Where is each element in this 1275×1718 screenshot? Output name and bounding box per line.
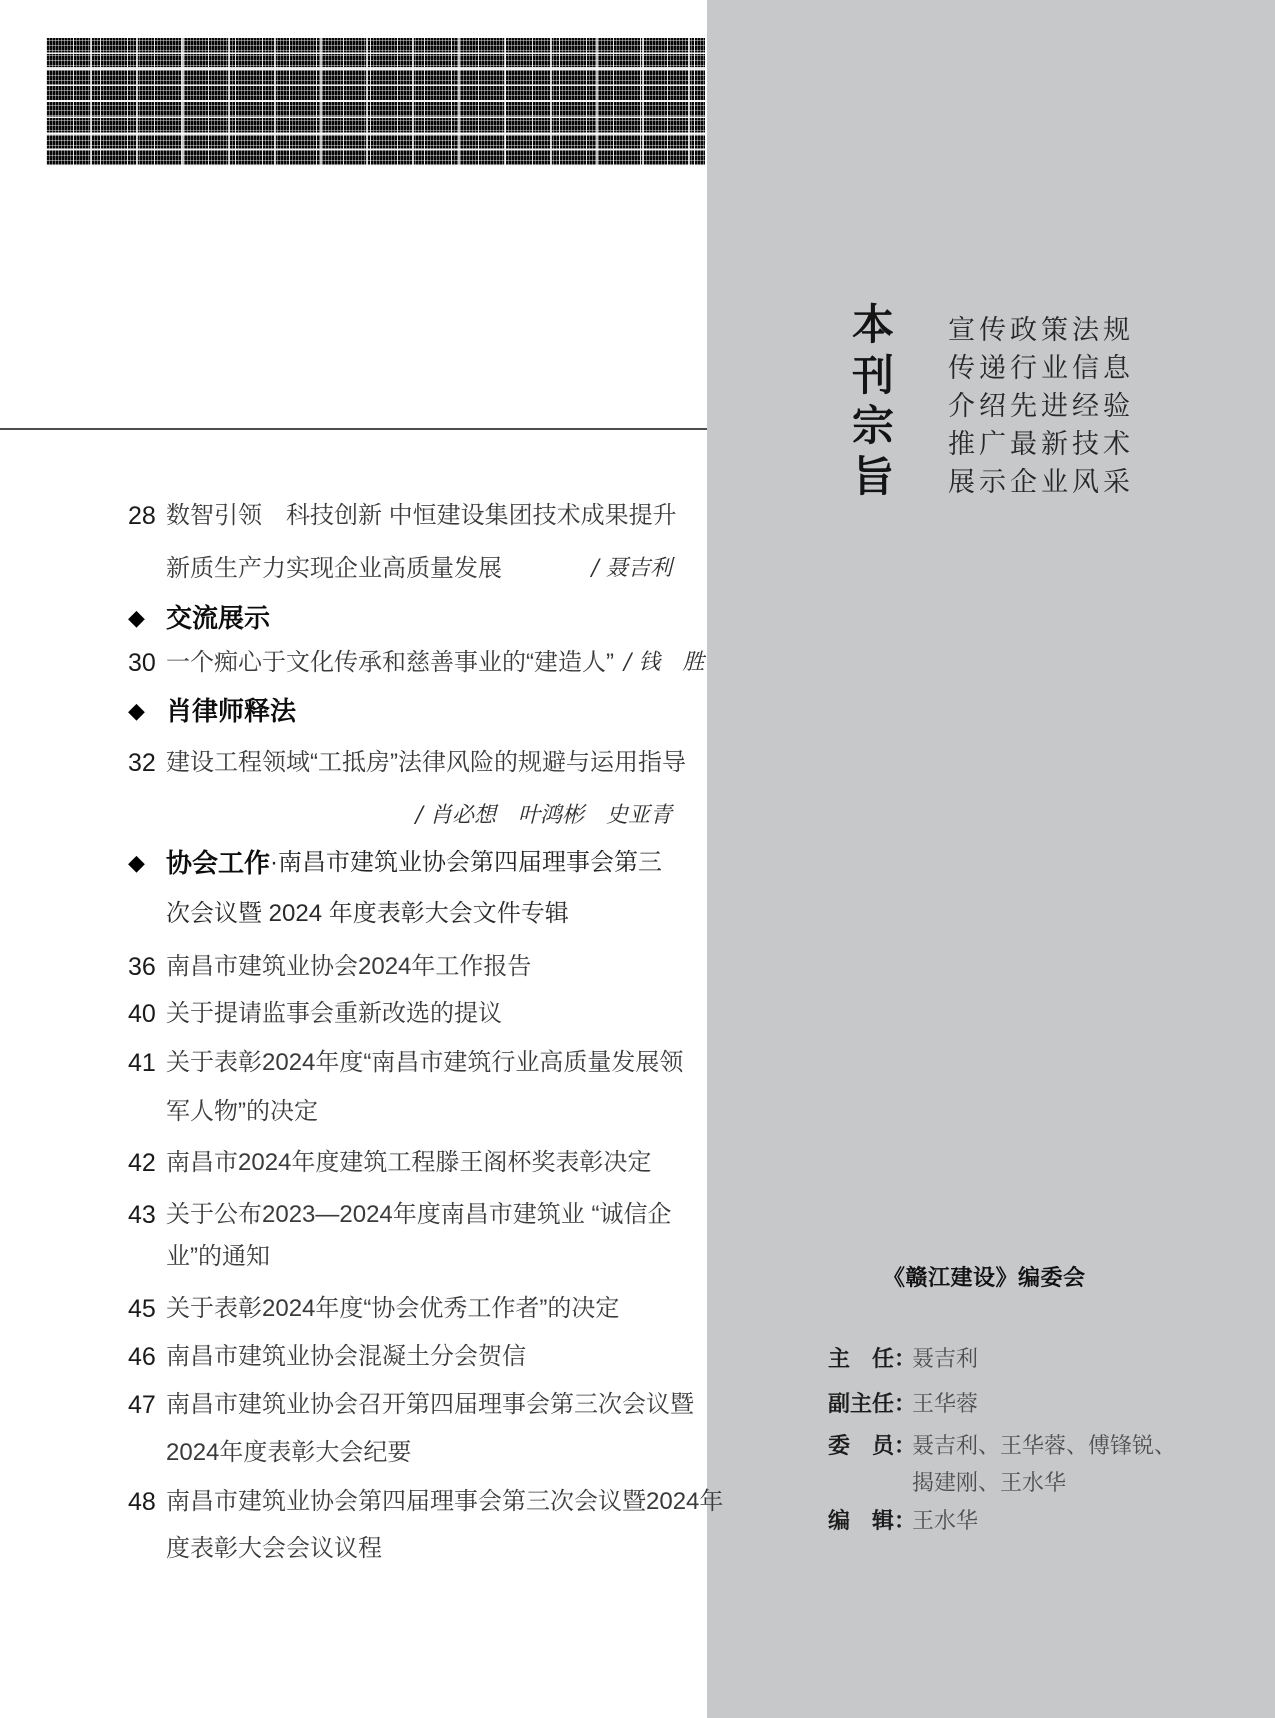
toc-entry [128,744,686,782]
toc-entry [128,948,672,986]
toc-entry-title: 军人物”的决定 [166,1098,318,1125]
diamond-icon: ◆ [128,605,145,630]
editorial-label: 委 员： [828,1433,917,1458]
toc-entry-title: 南昌市2024年度建筑工程滕王阁杯奖表彰决定 [166,1149,652,1176]
toc-section-header [128,599,672,637]
toc-author-credit: / 肖必想 叶鸿彬 史亚青 [415,803,672,828]
toc-entry-title: 南昌市建筑业协会2024年工作报告 [166,953,532,980]
toc-entry-title: 数智引领 科技创新 中恒建设集团技术成果提升 [166,502,677,529]
toc-entry [128,995,672,1033]
toc-section-label: 协会工作 [166,848,271,878]
toc-section-header [128,844,672,882]
editorial-members-line1: 聂吉利、王华蓉、傅锋锐、 [912,1433,1177,1458]
editorial-board-title: 《赣江建设》编委会 [883,1265,1086,1290]
toc-entry [128,1483,724,1521]
toc-entry [128,1386,694,1424]
toc-page-number: 30 [128,649,156,677]
toc-entry-title: 建设工程领域“工抵房”法律风险的规避与运用指导 [166,749,686,776]
toc-page-number: 36 [128,953,156,981]
toc-entry [128,1196,672,1234]
diamond-icon: ◆ [128,698,145,723]
toc-entry-continuation [128,1434,672,1472]
toc-entry-continuation [128,550,672,588]
toc-page-number: 28 [128,502,156,530]
toc-page-number: 40 [128,1000,156,1028]
toc-entry-continuation [128,1238,672,1276]
toc-entry [128,644,705,682]
motto-line: 推广最新技术 [948,429,1134,459]
editorial-row-editor [828,1506,978,1536]
motto-char: 旨 [851,451,894,501]
toc-entry-title: 度表彰大会会议议程 [166,1535,382,1562]
editorial-members-line2: 揭建刚、王水华 [912,1470,1067,1495]
toc-section-continuation [128,895,672,933]
motto-lines [948,311,1134,501]
divider-rule [0,428,707,430]
toc-page-number: 32 [128,749,156,777]
toc-entry-title: 业”的通知 [166,1243,270,1270]
motto-line: 介绍先进经验 [948,391,1134,421]
toc-section-label: 肖律师释法 [166,696,297,726]
toc-entry-title: 关于表彰2024年度“南昌市建筑行业高质量发展领 [166,1049,684,1076]
toc-entry [128,1044,684,1082]
toc-entry [128,497,677,535]
motto-line: 宣传政策法规 [948,315,1134,345]
motto-char: 宗 [851,401,894,450]
halftone-banner-image [46,38,705,166]
editorial-value: 王华蓉 [912,1391,979,1416]
toc-page-number: 48 [128,1488,156,1516]
toc-entry-title: 南昌市建筑业协会第四届理事会第三次会议暨2024年 [166,1488,724,1515]
motto-char: 本 [851,300,894,349]
toc-page-number: 42 [128,1149,156,1177]
toc-entry-title: 关于公布2023—2024年度南昌市建筑业 “诚信企 [166,1201,672,1228]
toc-author-credit: / 钱 胜 [623,650,705,675]
toc-page-number: 45 [128,1295,156,1323]
toc-page-number: 47 [128,1391,156,1419]
toc-entry-title: 南昌市建筑业协会混凝土分会贺信 [166,1343,526,1370]
editorial-label: 编 辑： [828,1508,917,1533]
toc-section-subtitle: ·南昌市建筑业协会第四届理事会第三 [270,849,663,876]
toc-entry-continuation [128,1093,672,1131]
toc-entry-title: 新质生产力实现企业高质量发展 [166,555,502,582]
editorial-value: 聂吉利 [912,1346,979,1371]
toc-section-subtitle: 次会议暨 2024 年度表彰大会文件专辑 [166,900,569,927]
editorial-row-members [828,1431,1176,1498]
toc-entry-title: 南昌市建筑业协会召开第四届理事会第三次会议暨 [166,1391,694,1418]
editorial-value: 王水华 [912,1508,979,1533]
motto-vertical-title [843,300,903,502]
editorial-label: 副主任： [828,1391,917,1416]
toc-entry-title: 一个痴心于文化传承和慈善事业的“建造人” [166,649,614,676]
toc-entry [128,1144,672,1182]
motto-line: 传递行业信息 [948,353,1134,383]
toc-credit-line [128,797,672,835]
editorial-value [912,1431,1176,1498]
editorial-row-deputy-director [828,1389,978,1419]
toc-entry-title: 2024年度表彰大会纪要 [166,1439,412,1466]
toc-entry [128,1290,672,1328]
editorial-label: 主 任： [828,1346,917,1371]
toc-section-header [128,692,672,730]
toc-entry-title: 关于提请监事会重新改选的提议 [166,1000,502,1027]
toc-entry-title: 关于表彰2024年度“协会优秀工作者”的决定 [166,1295,620,1322]
toc-author-credit: / 聂吉利 [591,556,672,581]
editorial-row-director [828,1344,978,1374]
toc-page-number: 43 [128,1201,156,1229]
toc-entry [128,1338,672,1376]
motto-line: 展示企业风采 [948,467,1134,497]
toc-entry-continuation [128,1530,672,1568]
toc-page-number: 41 [128,1049,156,1077]
toc-page-number: 46 [128,1343,156,1371]
diamond-icon: ◆ [128,850,145,875]
motto-char: 刊 [851,350,894,400]
toc-section-label: 交流展示 [166,603,271,633]
